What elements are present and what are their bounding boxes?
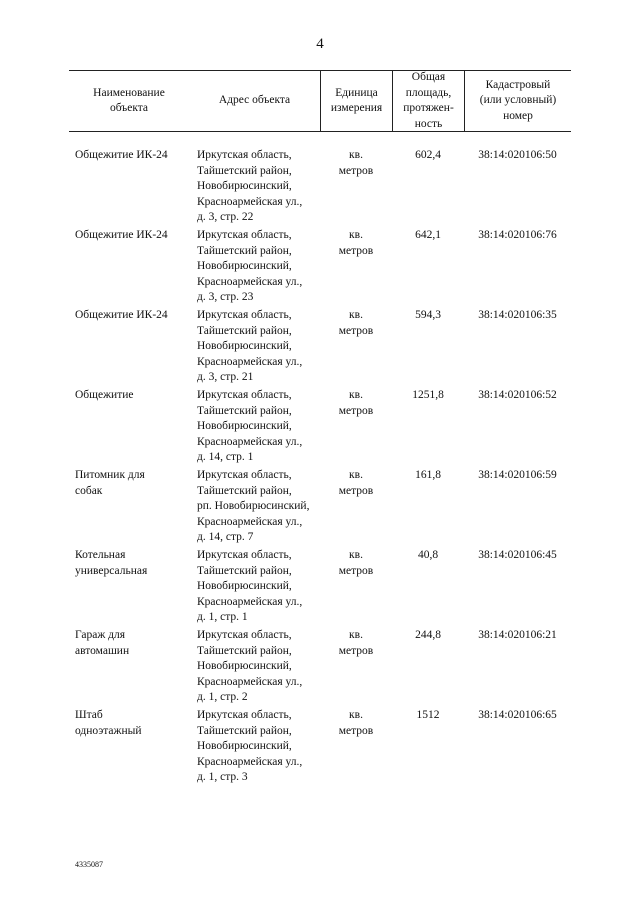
object-address: Иркутская область, Тайшетский район, Новобирюсинский, Красноармейская ул., д. 3, стр. 23 [197,229,303,303]
object-address: Иркутская область, Тайшетский район, Новобирюсинский, Красноармейская ул., д. 1, стр. 1 [197,549,303,623]
object-address: Иркутская область, Тайшетский район, рп. Новобирюсинский, Красноармейская ул., д. 14, стр. 7 [197,469,310,543]
object-address: Иркутская область, Тайшетский район, Новобирюсинский, Красноармейская ул., д. 1, стр. 2 [197,629,303,703]
object-cadastral-number: 38:14:020106:59 [478,469,557,481]
object-cadastral-number: 38:14:020106:50 [478,149,557,161]
header-address: Адрес объекта [218,94,291,107]
header-cadastral-number: Кадастровый (или условный) номер [464,71,571,131]
object-name: Штаб одноэтажный [75,709,142,737]
object-unit: кв. метров [338,149,374,177]
object-cadastral-number: 38:14:020106:76 [478,229,557,241]
property-table [69,70,571,788]
table-row [69,388,571,468]
table-row [69,468,571,548]
object-cadastral-number: 38:14:020106:21 [478,629,557,641]
object-unit: кв. метров [338,629,374,657]
object-area: 1512 [416,709,440,721]
object-name: Общежитие ИК-24 [75,149,168,161]
object-cadastral-number: 38:14:020106:45 [478,549,557,561]
page-number: 4 [316,36,324,52]
object-unit: кв. метров [338,229,374,257]
object-name: Общежитие [75,389,134,401]
object-unit: кв. метров [338,549,374,577]
table-row [69,228,571,308]
object-name: Общежитие ИК-24 [75,309,168,321]
header-unit: Единица измерения [320,71,392,131]
object-cadastral-number: 38:14:020106:35 [478,309,557,321]
object-unit: кв. метров [338,389,374,417]
header-object-name: Наименование объекта [93,86,165,114]
table-row [69,628,571,708]
object-area: 594,3 [415,309,441,321]
object-area: 244,8 [415,629,441,641]
object-area: 1251,8 [412,389,444,401]
object-name: Общежитие ИК-24 [75,229,168,241]
object-address: Иркутская область, Тайшетский район, Новобирюсинский, Красноармейская ул., д. 3, стр. 22 [197,149,303,223]
object-cadastral-number: 38:14:020106:52 [478,389,557,401]
object-address: Иркутская область, Тайшетский район, Новобирюсинский, Красноармейская ул., д. 3, стр. 21 [197,309,303,383]
object-area: 40,8 [417,549,439,561]
object-unit: кв. метров [338,309,374,337]
object-address: Иркутская область, Тайшетский район, Новобирюсинский, Красноармейская ул., д. 1, стр. 3 [197,709,303,783]
table-body [69,132,571,788]
object-address: Иркутская область, Тайшетский район, Новобирюсинский, Красноармейская ул., д. 14, стр. 1 [197,389,303,463]
table-row [69,308,571,388]
object-unit: кв. метров [338,469,374,497]
object-name: Котельная универсальная [75,549,148,577]
object-area: 642,1 [415,229,441,241]
document-code: 4335087 [75,860,103,869]
object-name: Гараж для автомашин [75,629,130,657]
table-row [69,708,571,788]
object-unit: кв. метров [338,709,374,737]
table-header [69,70,571,132]
table-row [69,548,571,628]
header-area: Общая площадь, протяжен- ность [392,71,464,131]
object-cadastral-number: 38:14:020106:65 [478,709,557,721]
object-area: 602,4 [415,149,441,161]
object-area: 161,8 [415,469,441,481]
object-name: Питомник для собак [75,469,145,497]
table-row [69,148,571,228]
